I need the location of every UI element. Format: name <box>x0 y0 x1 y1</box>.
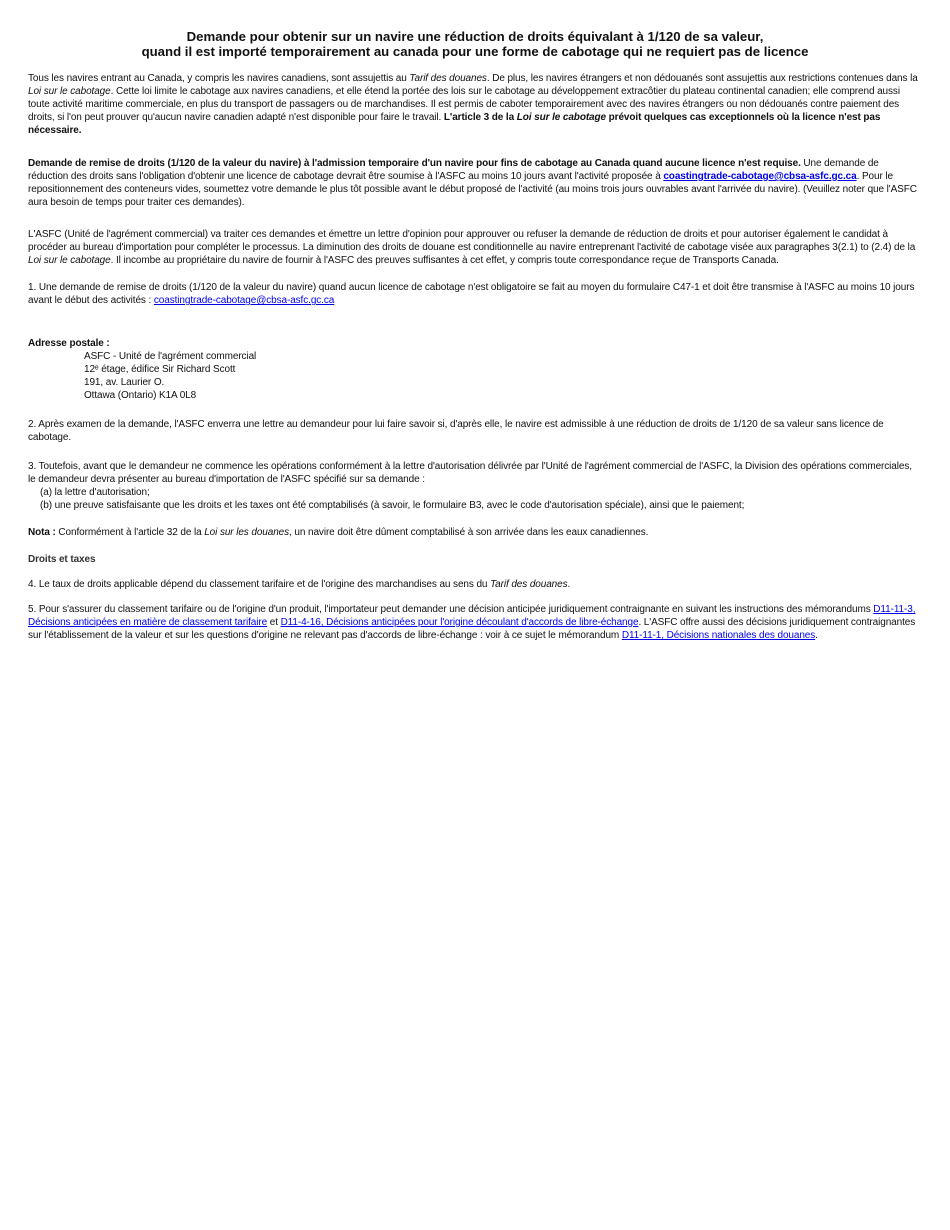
document-body <box>28 0 920 642</box>
text-italic: Tarif des douanes <box>409 73 487 84</box>
text: . <box>815 630 818 641</box>
postal-address <box>84 350 920 402</box>
text: 1. Une demande de remise de droits (1/120 de la valeur du navire) quand aucun licence de cabotage n'est obligatoire se fait au moyen du formulaire C47-1 et doit être transmise à l'ASFC au moins 10 jours avant le début des activités : <box>28 282 915 306</box>
text: 5. Pour s'assurer du classement tarifaire ou de l'origine d'un produit, l'importateur peut demander une décision anticipée juridiquement contraignante en suivant les instructions des mémorandums <box>28 604 874 615</box>
memo-link-d11-11-1[interactable]: D11-11-1, Décisions nationales des douanes <box>621 630 816 641</box>
item-3b: (b) une preuve satisfaisante que les droits et les taxes ont été comptabilisés (à savoir, le formulaire B3, avec le code d'autorisation spéciale), ainsi que le paiement; <box>40 500 745 511</box>
title-line-1: Demande pour obtenir sur un navire une réduction de droits équivalant à 1/120 de sa valeur, <box>186 29 764 44</box>
item-3a: (a) la lettre d'autorisation; <box>40 487 150 498</box>
text: 3. Toutefois, avant que le demandeur ne commence les opérations conformément à la lettre d'autorisation délivrée par l'Unité de l'agrément commercial de l'ASFC, la Division des opérations commerciales, le demandeur devra présenter au bureau d'importation de l'ASFC spécifié sur sa demande : <box>28 461 912 485</box>
text: . Il incombe au propriétaire du navire de fournir à l'ASFC des preuves suffisantes à cet effet, y compris toute correspondance reçue de Transports Canada. <box>110 255 779 266</box>
item-4 <box>28 578 920 591</box>
item-1 <box>28 281 920 307</box>
text-italic: Loi sur les douanes <box>204 527 290 538</box>
text: 4. Le taux de droits applicable dépend du classement tarifaire et de l'origine des marchandises au sens du <box>28 579 491 590</box>
email-link[interactable]: coastingtrade-cabotage@cbsa-asfc.gc.ca <box>663 171 857 182</box>
intro-paragraph <box>28 72 920 137</box>
text-bold-italic: Loi sur le cabotage <box>516 112 606 123</box>
asfc-paragraph <box>28 228 920 267</box>
item-3 <box>28 460 920 486</box>
text: Conformément à l'article 32 de la <box>55 527 205 538</box>
text: Une demande de réduction des droits sans l'obligation d'obtenir une licence de cabotage devrait être soumise à l'ASFC au moins 10 jours avant l'activité proposée à <box>28 158 879 182</box>
text-bold: L'article 3 de la <box>443 112 517 123</box>
text-italic: Tarif des douanes <box>490 579 568 590</box>
text: . De plus, les navires étrangers et non dédouanés sont assujettis aux restrictions contenues dans la <box>486 73 918 84</box>
remise-paragraph <box>28 157 920 209</box>
text-bold: prévoit quelques cas exceptionnels où la licence n'est pas nécessaire. <box>28 112 881 136</box>
text: L'ASFC (Unité de l'agrément commercial) va traiter ces demandes et émettre un lettre d'opinion pour approuver ou refuser la demande de réduction de droits et pour autoriser également le candidat à procéder au bureau d'importation pour compléter le processus. La diminution des droits de douane est conditionnelle au navire entreprenant l'activité de cabotage visée aux paragraphes 3(2.1) to (2.4) de la <box>28 229 916 253</box>
text: et <box>267 617 281 628</box>
item-5 <box>28 603 920 642</box>
memo-link-d11-4-16[interactable]: D11-4-16, Décisions anticipées pour l'origine découlant d'accords de libre-échange <box>280 617 639 628</box>
text-italic: Loi sur le cabotage <box>28 86 111 97</box>
address-line: ASFC - Unité de l'agrément commercial <box>84 351 257 362</box>
address-line: 191, av. Laurier O. <box>84 377 165 388</box>
email-link[interactable]: coastingtrade-cabotage@cbsa-asfc.gc.ca <box>153 295 335 306</box>
text: Tous les navires entrant au Canada, y compris les navires canadiens, sont assujettis au <box>28 73 410 84</box>
text: , un navire doit être dûment comptabilisé à son arrivée dans les eaux canadiennes. <box>289 527 649 538</box>
item-2: 2. Après examen de la demande, l'ASFC enverra une lettre au demandeur pour lui faire savoir si, d'après elle, le navire est admissible à une réduction de droits de 1/120 de sa valeur sans licence de cabotage. <box>28 419 884 443</box>
text-bold: Demande de remise de droits (1/120 de la valeur du navire) à l'admission temporaire d'un navire pour fins de cabotage au Canada quand aucune licence n'est requise. <box>28 158 801 169</box>
memo-link-d11-11-3[interactable]: D11-11-3, Décisions anticipées en matière de classement tarifaire <box>28 604 916 628</box>
text: . <box>567 579 571 590</box>
nota-label: Nota : <box>28 527 56 538</box>
nota-paragraph <box>28 526 920 539</box>
text-italic: Loi sur le cabotage <box>28 255 111 266</box>
text: . Cette loi limite le cabotage aux navires canadiens, et elle étend la portée des lois sur le cabotage au développement extracôtier du plateau continental canadien; elle comprend aussi toute activité maritime commerciale, en plus du transport de passagers ou de marchandises. Il est permis de caboter temporairement avec des navires étrangers ou non dédouanés contre paiement des droits, si l'on peut prouver qu'aucun navire canadien adapté n'est disponible pour faire le travail. <box>28 86 900 123</box>
text: . Pour le repositionnement des conteneurs vides, soumettez votre demande le plus tôt possible avant le début proposé de l'activité (au moins trois jours ouvrables avant l'arrivée du navire). (Veuillez noter que l'ASFC aura besoin de temps pour traiter ces demandes). <box>28 171 917 208</box>
address-label: Adresse postale : <box>28 338 110 349</box>
address-line: Ottawa (Ontario) K1A 0L8 <box>84 390 197 401</box>
title-line-2: quand il est importé temporairement au canada pour une forme de cabotage qui ne requiert pas de licence <box>141 44 809 59</box>
section-heading-droits: Droits et taxes <box>28 554 96 565</box>
address-line: 12ᵉ étage, édifice Sir Richard Scott <box>84 364 236 375</box>
text: . L'ASFC offre aussi des décisions juridiquement contraignantes sur l'établissement de la valeur et sur les questions d'origine ne relevant pas d'accords de libre-échange : voir à ce sujet le mémorandum <box>28 617 916 641</box>
